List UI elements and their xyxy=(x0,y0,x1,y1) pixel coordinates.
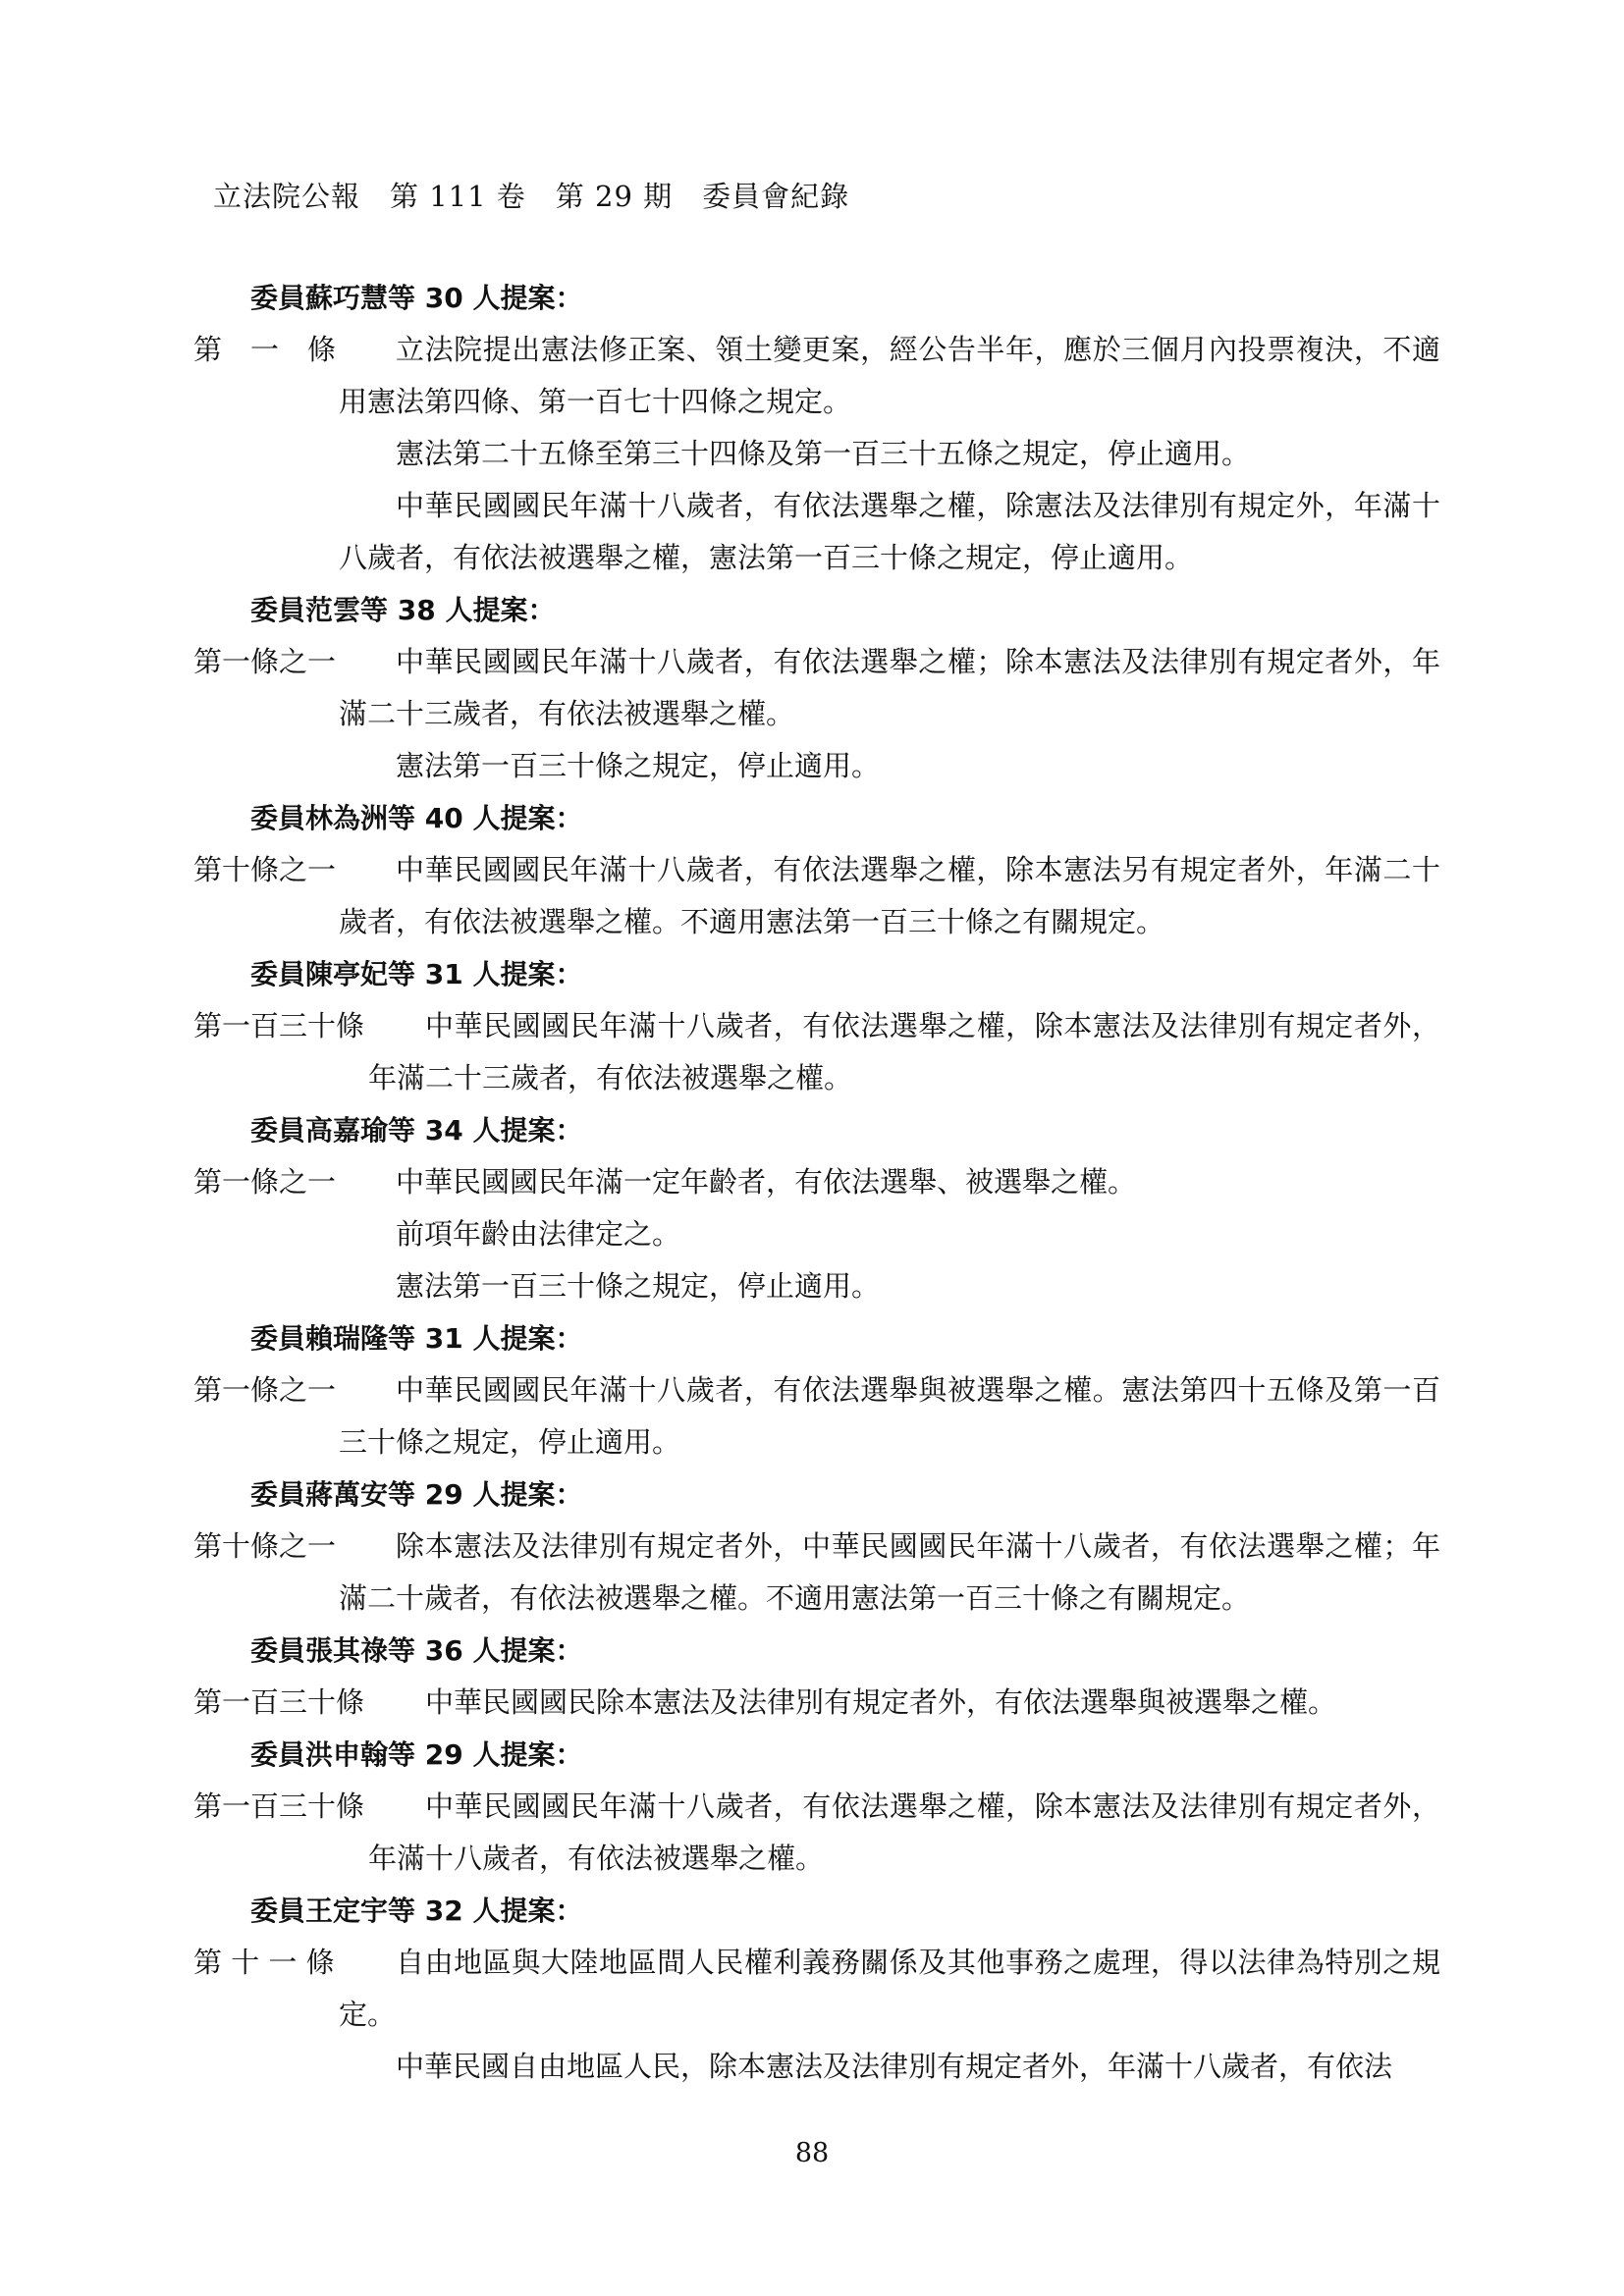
article-block xyxy=(193,1521,1440,1625)
article-number: 第一條之一 xyxy=(193,1165,337,1199)
article-body xyxy=(368,1000,1440,1104)
article-number: 第十條之一 xyxy=(193,1529,337,1563)
proposer-heading: 委員洪申翰等 29 人提案： xyxy=(250,1738,583,1771)
proposer-heading: 委員蔣萬安等 29 人提案： xyxy=(250,1478,583,1511)
proposer-heading: 委員蘇巧慧等 30 人提案： xyxy=(250,282,583,314)
article-body xyxy=(368,1677,1440,1729)
article-paragraph: 中華民國國民年滿十八歲者，有依法選舉之權，除本憲法另有規定者外，年滿二十歲者，有依法被選舉之權。不適用憲法第一百三十條之有關規定。 xyxy=(339,853,1440,938)
article-paragraph: 自由地區與大陸地區間人民權利義務關係及其他事務之處理，得以法律為特別之規定。 xyxy=(339,1946,1440,2031)
article-body xyxy=(339,844,1440,948)
article-block xyxy=(193,844,1440,948)
proposer-heading: 委員林為洲等 40 人提案： xyxy=(250,802,583,834)
proposer-heading: 委員高嘉瑜等 34 人提案： xyxy=(250,1114,583,1147)
article-paragraph: 憲法第一百三十條之規定，停止適用。 xyxy=(396,749,881,782)
article-paragraph: 中華民國國民年滿十八歲者，有依法選舉之權，除本憲法及法律別有規定者外，年滿二十三歲者，有依法被選舉之權。 xyxy=(368,1009,1440,1095)
proposer-heading: 委員范雲等 38 人提案： xyxy=(250,594,556,626)
article-number: 第一百三十條 xyxy=(193,1009,365,1042)
article-number: 第一條之一 xyxy=(193,645,337,678)
article-block xyxy=(193,1364,1440,1468)
article-paragraph: 中華民國國民年滿十八歲者，有依法選舉之權；除本憲法及法律別有規定者外，年滿二十三歲者，有依法被選舉之權。 xyxy=(339,645,1440,730)
gazette-header: 立法院公報 第 111 卷 第 29 期 委員會紀錄 xyxy=(213,180,850,213)
proposer-heading: 委員張其祿等 36 人提案： xyxy=(250,1634,583,1667)
proposal-list xyxy=(193,272,1440,2093)
article-block xyxy=(193,324,1440,584)
article-block xyxy=(193,1937,1440,2093)
article-body xyxy=(339,1521,1440,1625)
article-number: 第 一 條 xyxy=(193,333,337,366)
article-number: 第十條之一 xyxy=(193,853,337,886)
article-number: 第 十 一 條 xyxy=(193,1946,335,1979)
article-body xyxy=(339,324,1440,584)
article-body xyxy=(339,1937,1440,2093)
article-paragraph: 中華民國國民除本憲法及法律別有規定者外，有依法選舉與被選舉之權。 xyxy=(425,1685,1337,1719)
article-paragraph: 立法院提出憲法修正案、領土變更案，經公告半年，應於三個月內投票複決，不適用憲法第四條、第一百七十四條之規定。 xyxy=(339,333,1440,418)
page-number: 88 xyxy=(794,2138,830,2168)
article-number: 第一百三十條 xyxy=(193,1685,365,1719)
article-block xyxy=(193,636,1440,792)
article-block xyxy=(193,1000,1440,1104)
article-block xyxy=(193,1781,1440,1885)
article-paragraph: 中華民國自由地區人民，除本憲法及法律別有規定者外，年滿十八歲者，有依法 xyxy=(396,2050,1393,2083)
article-paragraph: 憲法第一百三十條之規定，停止適用。 xyxy=(396,1269,881,1303)
article-number: 第一條之一 xyxy=(193,1373,337,1407)
article-paragraph: 中華民國國民年滿十八歲者，有依法選舉之權，除憲法及法律別有規定外，年滿十八歲者，有依法被選舉之權，憲法第一百三十條之規定，停止適用。 xyxy=(339,489,1440,574)
article-paragraph: 憲法第二十五條至第三十四條及第一百三十五條之規定，停止適用。 xyxy=(396,437,1251,470)
article-paragraph: 中華民國國民年滿十八歲者，有依法選舉之權，除本憲法及法律別有規定者外，年滿十八歲者，有依法被選舉之權。 xyxy=(368,1789,1440,1875)
article-paragraph: 除本憲法及法律別有規定者外，中華民國國民年滿十八歲者，有依法選舉之權；年滿二十歲者，有依法被選舉之權。不適用憲法第一百三十條之有關規定。 xyxy=(339,1529,1440,1615)
article-paragraph: 中華民國國民年滿十八歲者，有依法選舉與被選舉之權。憲法第四十五條及第一百三十條之規定，停止適用。 xyxy=(339,1373,1440,1459)
proposer-heading: 委員賴瑞隆等 31 人提案： xyxy=(250,1322,583,1355)
article-number: 第一百三十條 xyxy=(193,1789,365,1823)
article-body xyxy=(339,636,1440,792)
article-block xyxy=(193,1677,1440,1729)
article-body xyxy=(339,1156,1440,1312)
article-paragraph: 前項年齡由法律定之。 xyxy=(396,1217,681,1251)
proposer-heading: 委員王定宇等 32 人提案： xyxy=(250,1895,583,1927)
proposer-heading: 委員陳亭妃等 31 人提案： xyxy=(250,958,583,990)
article-body xyxy=(368,1781,1440,1885)
article-block xyxy=(193,1156,1440,1312)
article-paragraph: 中華民國國民年滿一定年齡者，有依法選舉、被選舉之權。 xyxy=(396,1165,1137,1199)
article-body xyxy=(339,1364,1440,1468)
